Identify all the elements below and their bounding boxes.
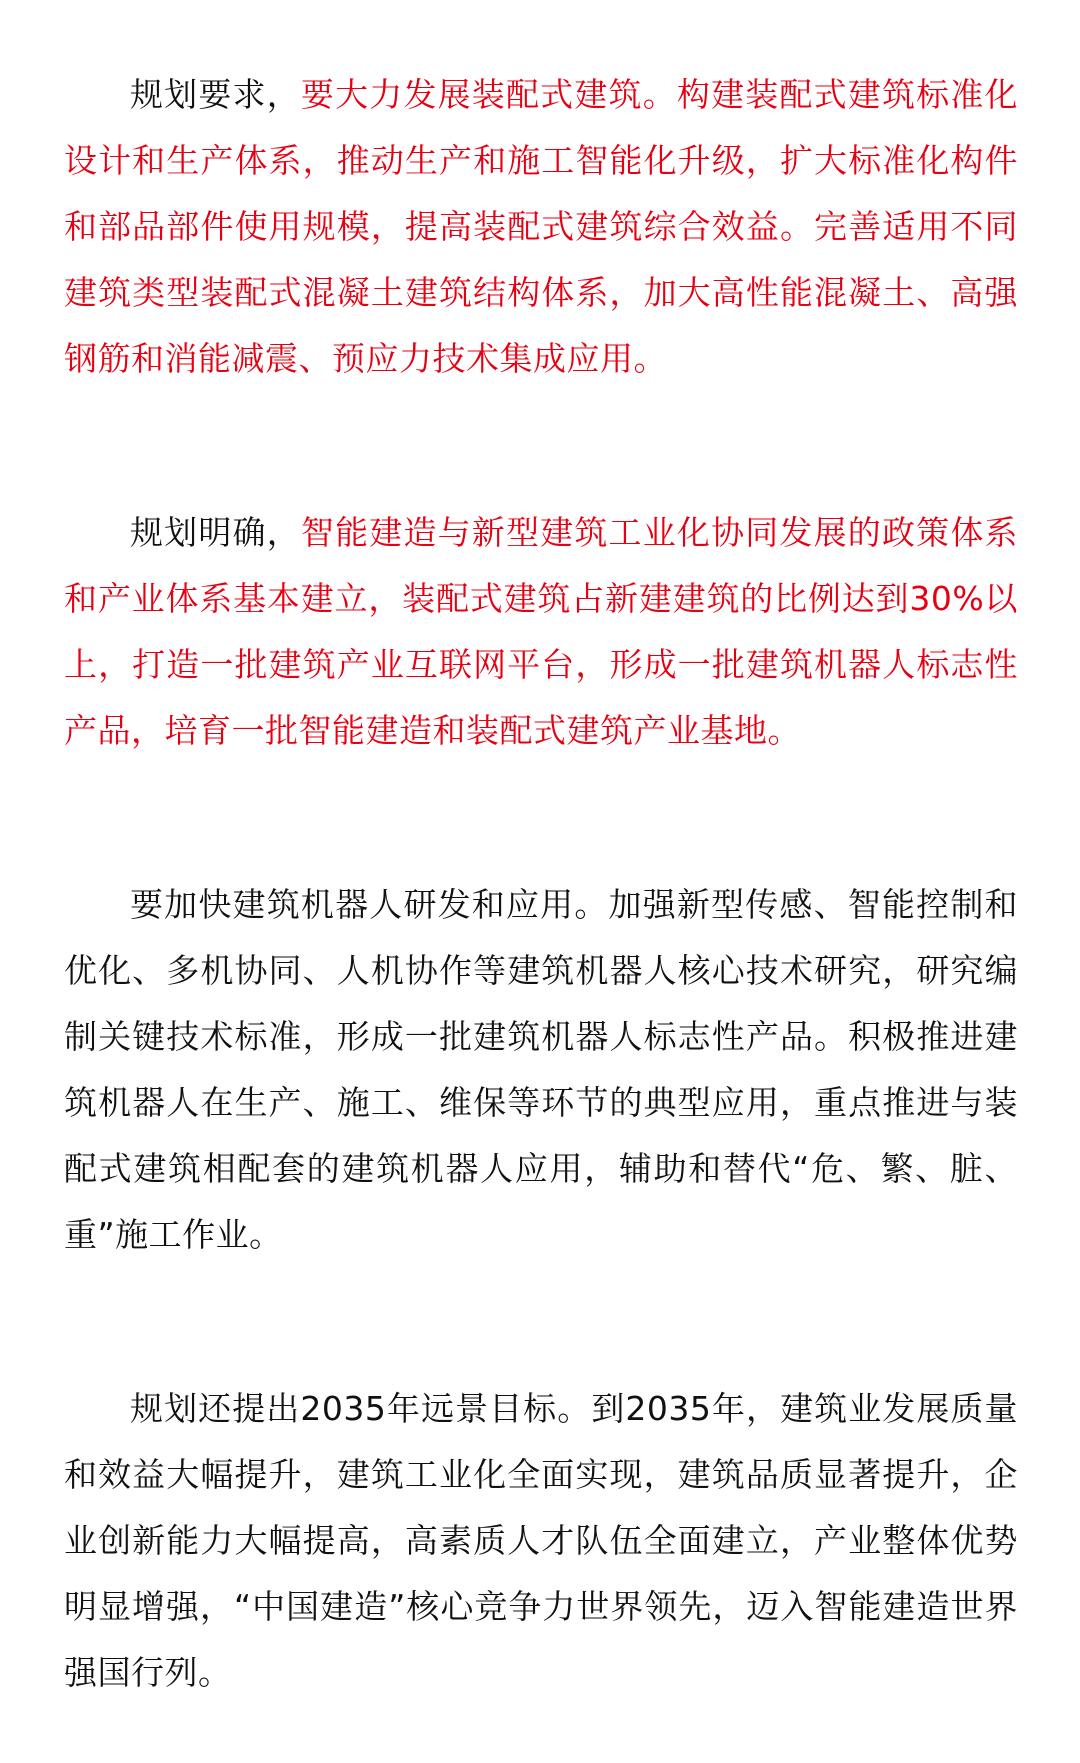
paragraph-highlight: 智能建造与新型建筑工业化协同发展的政策体系和产业体系基本建立，装配式建筑占新建建筑的比例达到30%以上，打造一批建筑产业互联网平台，形成一批建筑机器人标志性产品，培育一批智能建造和装配式建筑产业基地。 <box>64 513 1019 750</box>
paragraph-lead: 规划要求， <box>130 75 301 114</box>
paragraph-highlight: 要大力发展装配式建筑。构建装配式建筑标准化设计和生产体系，推动生产和施工智能化升级，扩大标准化构件和部品部件使用规模，提高装配式建筑综合效益。完善适用不同建筑类型装配式混凝土建筑结构体系，加大高性能混凝土、高强钢筋和消能减震、预应力技术集成应用。 <box>64 75 1019 378</box>
paragraph-policy-goals <box>64 500 1018 764</box>
paragraph-assembly-building <box>64 62 1018 392</box>
paragraph-2035-vision: 规划还提出2035年远景目标。到2035年，建筑业发展质量和效益大幅提升，建筑工业化全面实现，建筑品质显著提升，企业创新能力大幅提高，高素质人才队伍全面建立，产业整体优势明显增强，“中国建造”核心竞争力世界领先，迈入智能建造世界强国行列。 <box>64 1389 1018 1692</box>
paragraph-lead: 规划明确， <box>130 513 301 552</box>
article-body <box>64 62 1018 1706</box>
paragraph-construction-robots: 要加快建筑机器人研发和应用。加强新型传感、智能控制和优化、多机协同、人机协作等建筑机器人核心技术研究，研究编制关键技术标准，形成一批建筑机器人标志性产品。积极推进建筑机器人在生产、施工、维保等环节的典型应用，重点推进与装配式建筑相配套的建筑机器人应用，辅助和替代“危、繁、脏、重”施工作业。 <box>64 885 1018 1254</box>
